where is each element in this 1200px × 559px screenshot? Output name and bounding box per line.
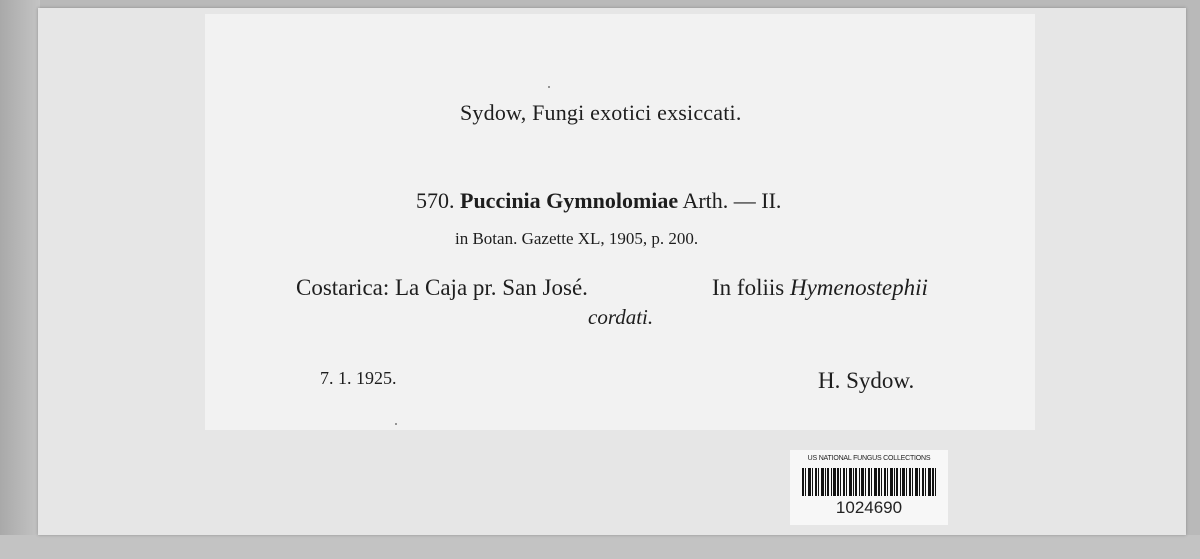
collector: H. Sydow. xyxy=(818,368,915,393)
paper-speck xyxy=(395,423,397,425)
barcode-label xyxy=(790,450,948,525)
collection-date: 7. 1. 1925. xyxy=(320,368,397,388)
species-line xyxy=(416,188,781,214)
host-prefix: In foliis xyxy=(712,275,785,300)
collection-name: US NATIONAL FUNGUS COLLECTIONS xyxy=(807,455,931,462)
species-name: Puccinia Gymnolomiae xyxy=(460,188,679,213)
locality: Costarica: La Caja pr. San José. xyxy=(296,275,588,300)
series-title: Sydow, Fungi exotici exsiccati. xyxy=(460,100,742,125)
barcode-icon xyxy=(802,468,936,496)
host-genus: Hymenostephii xyxy=(789,275,928,300)
scan-background-left xyxy=(0,0,40,559)
publication-reference: in Botan. Gazette XL, 1905, p. 200. xyxy=(455,229,699,248)
host-epithet: cordati. xyxy=(588,305,654,329)
exsiccata-number: 570. xyxy=(416,188,455,213)
paper-speck xyxy=(548,86,550,88)
host-line xyxy=(712,275,928,301)
catalog-number: 1024690 xyxy=(835,498,903,517)
scan-background-bottom xyxy=(0,535,1200,559)
author-stage: Arth. — II. xyxy=(682,188,782,213)
